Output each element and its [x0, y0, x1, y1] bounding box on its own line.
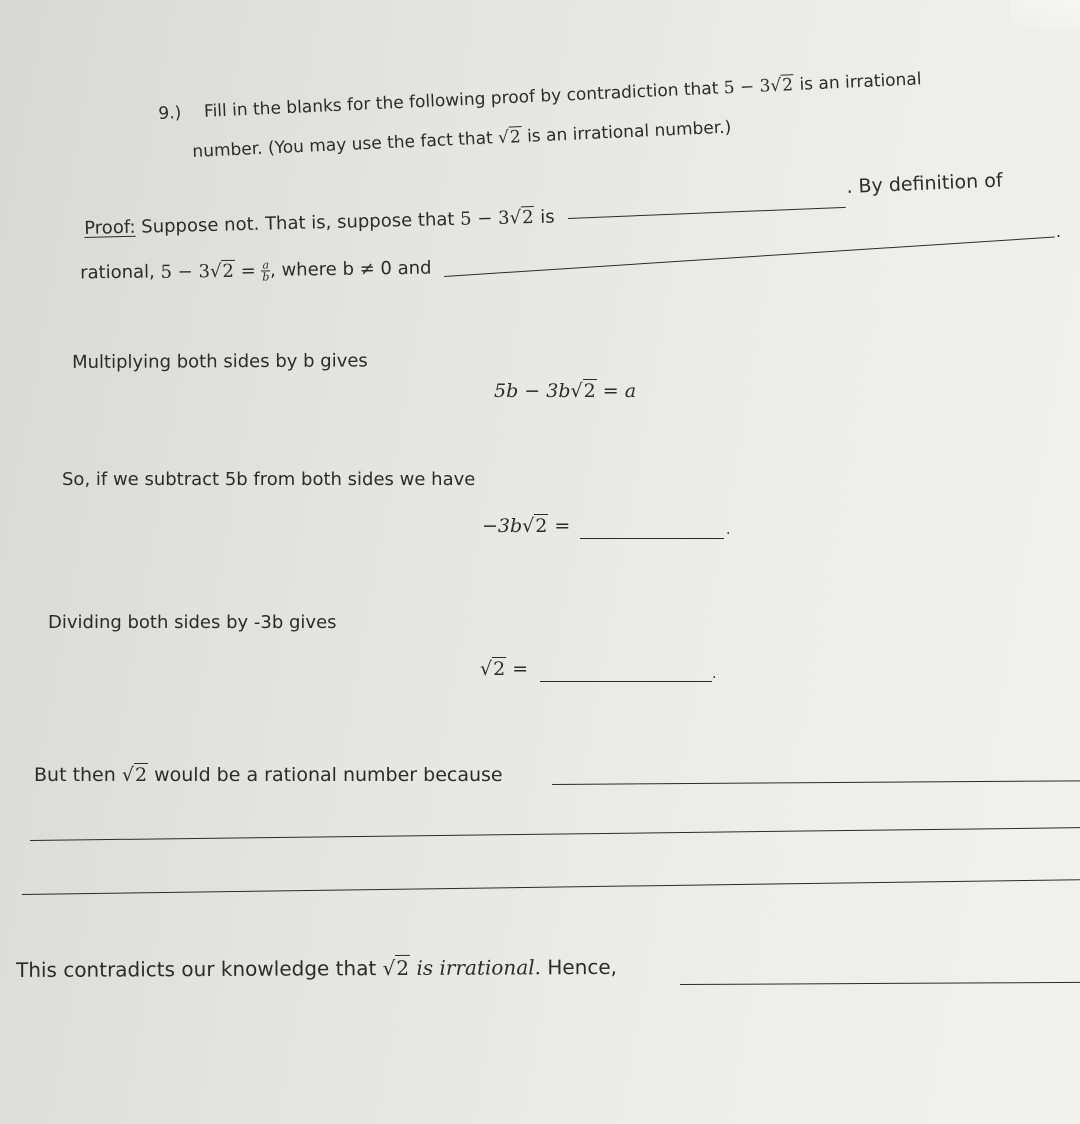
blank-8[interactable] — [680, 982, 1080, 985]
but-then-line: But then √2 would be a rational number because — [34, 764, 503, 786]
blank-1[interactable] — [568, 207, 846, 219]
blank-2[interactable] — [444, 237, 1055, 277]
blank-4[interactable] — [540, 681, 712, 682]
proof-line-2: rational, 5 − 3√2 = $\frac{a}{b}$ , where b ≠ 0 and — [80, 257, 432, 284]
divide-equation: √2 = — [480, 658, 529, 680]
blank-4-period: . — [712, 666, 717, 682]
where-text: where b ≠ 0 and — [281, 257, 432, 281]
is-irrational-text: is irrational. — [416, 955, 542, 980]
subtract-equation: −3b√2 = — [482, 515, 571, 537]
question-text: Fill in the blanks for the following proof by contradiction that — [203, 78, 719, 122]
question-text-2-end: is an irrational number.) — [526, 117, 732, 147]
proof-expression: 5 − 3√2 — [459, 207, 534, 230]
blank-5[interactable] — [552, 780, 1080, 785]
question-line-1 — [158, 69, 922, 124]
question-text-end: is an irrational — [799, 69, 922, 95]
sqrt2-but-then: √2 — [121, 764, 148, 786]
proof-line-1 — [84, 207, 555, 239]
proof-is: is — [539, 206, 555, 228]
blank-3[interactable] — [580, 538, 724, 539]
subtract-text: So, if we subtract 5b from both sides we have — [62, 469, 476, 490]
rational-expression: 5 − 3√2 = — [160, 260, 256, 283]
by-definition-text: . By definition of — [846, 169, 1003, 198]
blank-2-period: . — [1056, 222, 1062, 241]
multiply-text: Multiplying both sides by b gives — [72, 350, 368, 373]
a-over-b-fraction: $\frac{a}{b}$ — [262, 258, 270, 284]
sqrt2-conclusion: √2 — [382, 955, 410, 981]
sqrt2-symbol: √2 — [497, 127, 522, 149]
question-number: 9.) — [158, 102, 182, 124]
conclusion-line: This contradicts our knowledge that √2 is irrational. Hence, — [16, 954, 618, 982]
blank-3-period: . — [726, 522, 731, 538]
question-expression: 5 − 3√2 — [723, 75, 794, 99]
rational-word: rational, — [80, 261, 155, 284]
blank-6[interactable] — [30, 827, 1080, 841]
proof-suppose-text: Suppose not. That is, suppose that — [141, 208, 455, 238]
hence-text: Hence, — [547, 954, 618, 980]
divide-text: Dividing both sides by -3b gives — [48, 612, 337, 633]
proof-label: Proof: — [84, 216, 136, 239]
question-text-2: number. (You may use the fact that — [192, 128, 494, 162]
paper-corner — [1010, 0, 1080, 30]
multiply-equation: 5b − 3b√2 = a — [494, 380, 637, 402]
question-line-2 — [192, 118, 732, 162]
blank-7[interactable] — [22, 879, 1080, 895]
